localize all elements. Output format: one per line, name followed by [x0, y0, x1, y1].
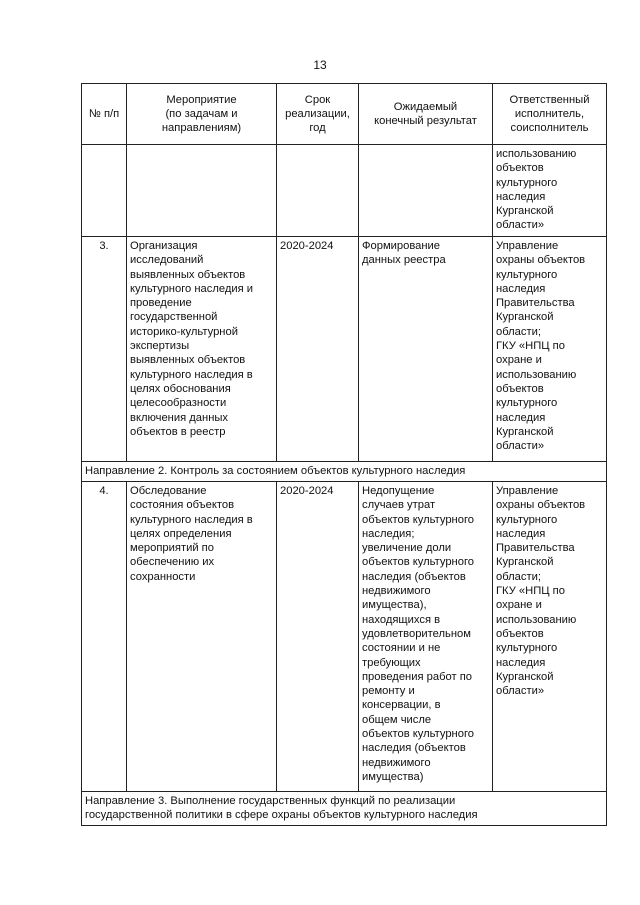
cell-result: Формирование данных реестра	[359, 237, 493, 462]
cell-event: Обследование состояния объектов культурного наследия в целях определения мероприятий по обеспечению их сохранности	[127, 482, 277, 792]
cell-term	[277, 145, 359, 237]
section-heading-3: Направление 3. Выполнение государственных функций по реализации государственной политики в сфере охраны объектов культурного наследия	[82, 792, 607, 826]
table-row	[82, 145, 607, 237]
header-event: Мероприятие (по задачам и направлениям)	[127, 84, 277, 145]
cell-term: 2020-2024	[277, 482, 359, 792]
page-number: 13	[313, 58, 327, 72]
header-result: Ожидаемый конечный результат	[359, 84, 493, 145]
cell-result	[359, 145, 493, 237]
cell-number: 3.	[82, 237, 127, 462]
cell-number	[82, 145, 127, 237]
header-number: № п/п	[82, 84, 127, 145]
action-plan-table	[81, 83, 607, 826]
table-header-row	[82, 84, 607, 145]
section-row	[82, 792, 607, 826]
section-row	[82, 462, 607, 482]
cell-responsible: Управление охраны объектов культурного наследия Правительства Курганской области; ГКУ «НПЦ по охране и использованию объектов культурного наследия Курганской области»	[493, 482, 607, 792]
cell-responsible: использованию объектов культурного наследия Курганской области»	[493, 145, 607, 237]
header-term: Срок реализации, год	[277, 84, 359, 145]
header-responsible: Ответственный исполнитель, соисполнитель	[493, 84, 607, 145]
table-row	[82, 237, 607, 462]
section-heading-2: Направление 2. Контроль за состоянием объектов культурного наследия	[82, 462, 607, 482]
cell-responsible: Управление охраны объектов культурного наследия Правительства Курганской области; ГКУ «НПЦ по охране и использованию объектов культурного наследия Курганской области»	[493, 237, 607, 462]
cell-number: 4.	[82, 482, 127, 792]
cell-event: Организация исследований выявленных объектов культурного наследия и проведение государственной историко-культурной экспертизы выявленных объектов культурного наследия в целях обоснования целесообразности включения данных объектов в реестр	[127, 237, 277, 462]
cell-result: Недопущение случаев утрат объектов культурного наследия; увеличение доли объектов культурного наследия (объектов недвижимого имущества), находящихся в удовлетворительном состоянии и не требующих проведения работ по ремонту и консервации, в общем числе объектов культурного наследия (объектов недвижимого имущества)	[359, 482, 493, 792]
cell-event	[127, 145, 277, 237]
table-row	[82, 482, 607, 792]
cell-term: 2020-2024	[277, 237, 359, 462]
